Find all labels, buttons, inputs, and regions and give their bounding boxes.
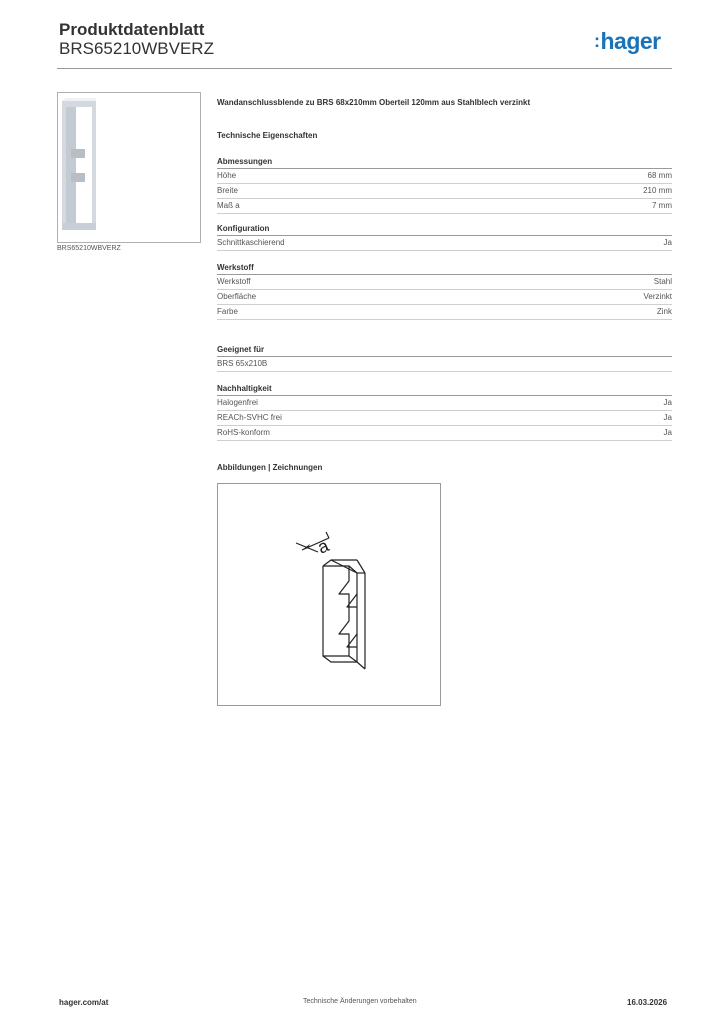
- product-image: [57, 92, 201, 243]
- row-label: RoHS-konform: [217, 428, 270, 437]
- product-description: Wandanschlussblende zu BRS 68x210mm Oberteil 120mm aus Stahlblech verzinkt: [217, 98, 531, 107]
- table-row: [217, 357, 672, 372]
- row-value: Ja: [663, 428, 672, 437]
- table-row: [217, 290, 672, 305]
- footer-date: 16.03.2026: [627, 998, 668, 1007]
- row-label: Werkstoff: [217, 277, 251, 286]
- product-frame-icon: [58, 93, 200, 242]
- footer-note: Technische Änderungen vorbehalten: [303, 998, 417, 1005]
- section-title: Werkstoff: [217, 263, 672, 275]
- product-code: BRS65210WBVERZ: [59, 39, 214, 58]
- row-label: Breite: [217, 186, 238, 195]
- row-value: 210 mm: [643, 186, 672, 195]
- section-title: Nachhaltigkeit: [217, 384, 672, 396]
- dimension-drawing-icon: [218, 484, 440, 705]
- table-row: [217, 199, 672, 214]
- tech-heading: Technische Eigenschaften: [217, 131, 318, 140]
- section-material: [217, 263, 672, 320]
- technical-drawing: [217, 483, 441, 706]
- row-value: Ja: [663, 398, 672, 407]
- row-label: Halogenfrei: [217, 398, 258, 407]
- table-row: [217, 184, 672, 199]
- row-value: 7 mm: [652, 201, 672, 210]
- row-value: Zink: [656, 307, 672, 316]
- table-row: [217, 426, 672, 441]
- row-label: BRS 65x210B: [217, 359, 268, 368]
- hager-logo: [594, 28, 661, 55]
- header-divider: [57, 68, 672, 69]
- row-value: Verzinkt: [643, 292, 672, 301]
- table-row: [217, 305, 672, 320]
- page-title: Produktdatenblatt: [59, 20, 205, 39]
- row-value: Ja: [663, 238, 672, 247]
- row-label: Oberfläche: [217, 292, 257, 301]
- section-title: Konfiguration: [217, 224, 672, 236]
- footer-website[interactable]: hager.com/at: [59, 998, 109, 1007]
- section-title: Geeignet für: [217, 345, 672, 357]
- table-row: [217, 275, 672, 290]
- row-label: Farbe: [217, 307, 238, 316]
- dimension-label: a: [314, 535, 332, 558]
- table-row: [217, 411, 672, 426]
- section-suitable-for: [217, 345, 672, 372]
- section-configuration: [217, 224, 672, 251]
- row-value: Stahl: [653, 277, 672, 286]
- row-label: Schnittkaschierend: [217, 238, 285, 247]
- row-value: 68 mm: [647, 171, 672, 180]
- row-label: Maß a: [217, 201, 240, 210]
- row-label: Höhe: [217, 171, 237, 180]
- drawings-heading: Abbildungen | Zeichnungen: [217, 463, 323, 472]
- product-image-caption: BRS65210WBVERZ: [57, 245, 121, 252]
- logo-colon-icon: :: [594, 31, 600, 51]
- section-dimensions: [217, 157, 672, 214]
- table-row: [217, 396, 672, 411]
- table-row: [217, 236, 672, 251]
- row-value: Ja: [663, 413, 672, 422]
- section-title: Abmessungen: [217, 157, 672, 169]
- table-row: [217, 169, 672, 184]
- section-sustainability: [217, 384, 672, 441]
- logo-text: hager: [600, 28, 661, 54]
- row-label: REACh-SVHC frei: [217, 413, 282, 422]
